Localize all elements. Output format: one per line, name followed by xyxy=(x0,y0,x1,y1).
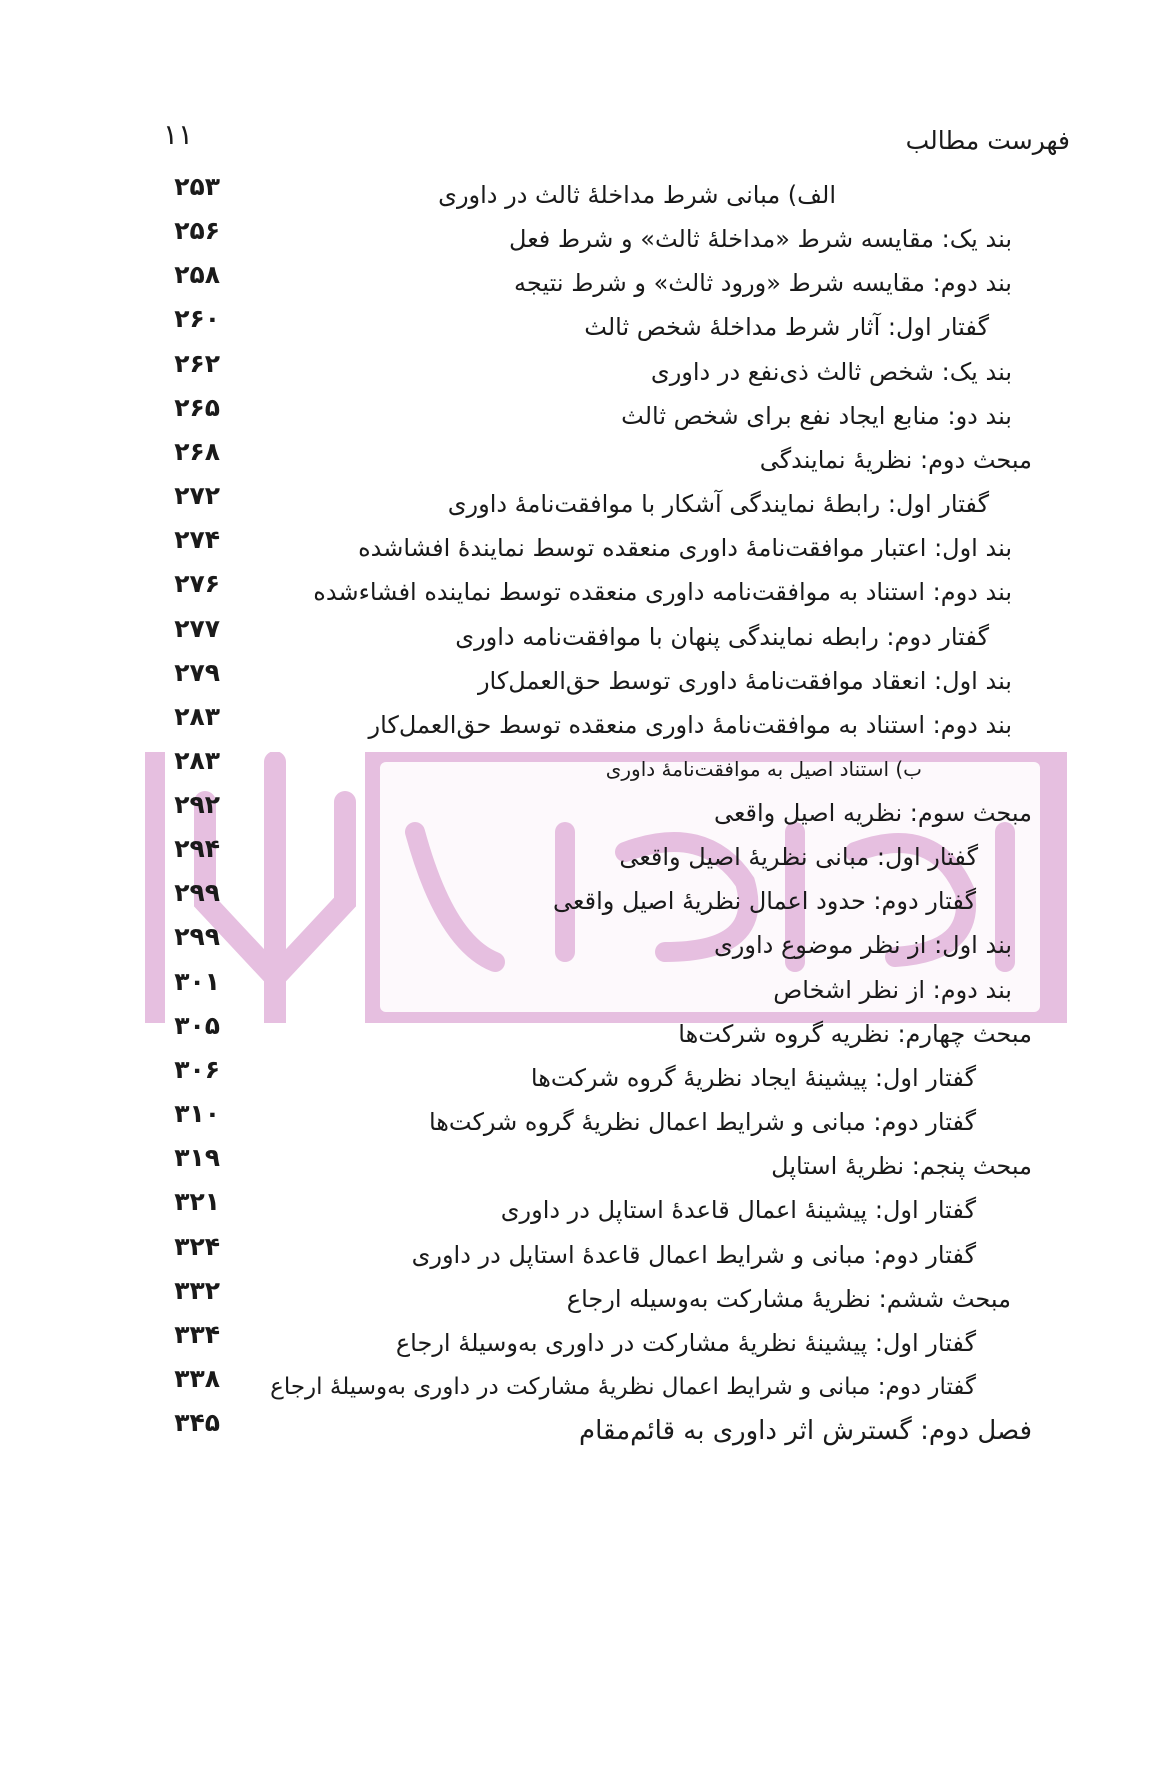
toc-entry-page: ۳۰۱ xyxy=(174,967,220,996)
toc-row[interactable] xyxy=(0,393,1158,436)
toc-row[interactable] xyxy=(0,834,1158,877)
toc-entry-page: ۲۹۲ xyxy=(174,790,220,819)
toc-entry-page: ۳۱۹ xyxy=(174,1143,220,1172)
toc-row[interactable] xyxy=(0,304,1158,347)
toc-entry-title: گفتار اول: پیشینۀ اعمال قاعدۀ استاپل در داوری xyxy=(500,1196,976,1224)
toc-entry-title: گفتار دوم: رابطه نمایندگی پنهان با موافقت‌نامه داوری xyxy=(455,623,989,651)
toc-entry-title: ب) استناد اصیل به موافقت‌نامۀ داوری xyxy=(605,757,922,781)
toc-row[interactable] xyxy=(0,1143,1158,1186)
toc-row[interactable] xyxy=(0,746,1158,789)
toc-row[interactable] xyxy=(0,967,1158,1010)
toc-entry-page: ۲۶۵ xyxy=(174,393,220,422)
toc-row[interactable] xyxy=(0,437,1158,480)
toc-entry-page: ۲۷۹ xyxy=(174,658,220,687)
page-number: ۱۱ xyxy=(163,118,194,151)
toc-row[interactable] xyxy=(0,1276,1158,1319)
toc-entry-title: گفتار دوم: مبانی و شرایط اعمال نظریۀ مشارکت در داوری به‌وسیلۀ ارجاع xyxy=(270,1374,976,1400)
toc-entry-title: گفتار اول: آثار شرط مداخلۀ شخص ثالث xyxy=(584,313,989,341)
toc-entry-title: گفتار اول: پیشینۀ ایجاد نظریۀ گروه شرکت‌ها xyxy=(530,1064,976,1092)
running-head: فهرست مطالب xyxy=(905,126,1070,155)
toc-entry-page: ۳۰۶ xyxy=(174,1055,220,1084)
toc-entry-page: ۲۶۸ xyxy=(174,437,220,466)
toc-row[interactable] xyxy=(0,1055,1158,1098)
toc-entry-title: بند دوم: مقایسه شرط «ورود ثالث» و شرط نتیجه xyxy=(514,269,1012,297)
toc-row[interactable] xyxy=(0,216,1158,259)
toc-row[interactable] xyxy=(0,1408,1158,1451)
toc-row[interactable] xyxy=(0,702,1158,745)
toc-entry-title: بند دوم: استناد به موافقت‌نامه داوری منعقده توسط نماینده افشاءشده xyxy=(313,578,1012,606)
toc-entry-page: ۲۸۳ xyxy=(174,702,220,731)
toc-row[interactable] xyxy=(0,878,1158,921)
toc-row[interactable] xyxy=(0,1232,1158,1275)
toc-entry-title: گفتار دوم: مبانی و شرایط اعمال قاعدۀ استاپل در داوری xyxy=(411,1241,976,1269)
toc-entry-title: گفتار اول: پیشینۀ نظریۀ مشارکت در داوری به‌وسیلۀ ارجاع xyxy=(395,1329,976,1357)
toc-entry-title: مبحث سوم: نظریه اصیل واقعی xyxy=(713,799,1032,827)
toc-entry-page: ۳۳۸ xyxy=(174,1364,220,1393)
toc-entry-title: بند دو: منابع ایجاد نفع برای شخص ثالث xyxy=(621,402,1012,430)
toc-entry-title: مبحث دوم: نظریۀ نمایندگی xyxy=(759,446,1032,474)
toc-entry-title: بند دوم: از نظر اشخاص xyxy=(773,976,1012,1004)
toc-entry-title: بند یک: مقایسه شرط «مداخلۀ ثالث» و شرط فعل xyxy=(509,225,1012,253)
toc-entry-title: مبحث پنجم: نظریۀ استاپل xyxy=(771,1152,1032,1180)
toc-row[interactable] xyxy=(0,1099,1158,1142)
toc-entry-title: بند یک: شخص ثالث ذی‌نفع در داوری xyxy=(650,358,1012,386)
toc-entry-title: بند دوم: استناد به موافقت‌نامۀ داوری منعقده توسط حق‌العمل‌کار xyxy=(368,711,1012,739)
toc-entry-page: ۳۲۱ xyxy=(174,1187,220,1216)
toc-entry-page: ۳۴۵ xyxy=(174,1408,220,1437)
toc-row[interactable] xyxy=(0,172,1158,215)
toc-entry-title: بند اول: از نظر موضوع داوری xyxy=(714,931,1012,959)
toc-entry-page: ۲۵۸ xyxy=(174,260,220,289)
toc-entry-page: ۲۵۶ xyxy=(174,216,220,245)
toc-row[interactable] xyxy=(0,1364,1158,1407)
toc-row[interactable] xyxy=(0,525,1158,568)
toc-entry-page: ۳۳۴ xyxy=(174,1320,220,1349)
toc-entry-title: بند اول: انعقاد موافقت‌نامۀ داوری توسط حق‌العمل‌کار xyxy=(477,667,1012,695)
toc-entry-page: ۲۷۷ xyxy=(174,614,220,643)
toc-row[interactable] xyxy=(0,569,1158,612)
toc-entry-title: الف) مبانی شرط مداخلۀ ثالث در داوری xyxy=(438,181,836,209)
toc-entry-page: ۲۹۹ xyxy=(174,878,220,907)
toc-entry-page: ۲۶۲ xyxy=(174,349,220,378)
toc-row[interactable] xyxy=(0,260,1158,303)
toc-entry-page: ۲۷۴ xyxy=(174,525,220,554)
toc-entry-page: ۲۷۲ xyxy=(174,481,220,510)
toc-row[interactable] xyxy=(0,922,1158,965)
toc-row[interactable] xyxy=(0,481,1158,524)
toc-entry-page: ۲۷۶ xyxy=(174,569,220,598)
toc-row[interactable] xyxy=(0,1320,1158,1363)
toc-row[interactable] xyxy=(0,790,1158,833)
toc-entry-title: بند اول: اعتبار موافقت‌نامۀ داوری منعقده توسط نمایندۀ افشاشده xyxy=(358,534,1012,562)
toc-entry-title: مبحث چهارم: نظریه گروه شرکت‌ها xyxy=(678,1020,1032,1048)
toc-entry-page: ۲۸۳ xyxy=(174,746,220,775)
toc-entry-page: ۲۵۳ xyxy=(174,172,220,201)
toc-row[interactable] xyxy=(0,614,1158,657)
toc-row[interactable] xyxy=(0,658,1158,701)
toc-entry-page: ۲۹۹ xyxy=(174,922,220,951)
toc-entry-title: گفتار دوم: مبانی و شرایط اعمال نظریۀ گروه شرکت‌ها xyxy=(428,1108,976,1136)
toc-row[interactable] xyxy=(0,1187,1158,1230)
toc-row[interactable] xyxy=(0,1011,1158,1054)
toc-entry-page: ۲۹۴ xyxy=(174,834,220,863)
toc-entry-title: مبحث ششم: نظریۀ مشارکت به‌وسیله ارجاع xyxy=(566,1285,1011,1313)
toc-entry-page: ۳۳۲ xyxy=(174,1276,220,1305)
toc-entry-page: ۲۶۰ xyxy=(174,304,220,333)
toc-entry-page: ۳۲۴ xyxy=(174,1232,220,1261)
toc-row[interactable] xyxy=(0,349,1158,392)
toc-entry-page: ۳۰۵ xyxy=(174,1011,220,1040)
toc-entry-title: فصل دوم: گسترش اثر داوری به قائم‌مقام xyxy=(579,1416,1032,1446)
toc-entry-page: ۳۱۰ xyxy=(174,1099,220,1128)
toc-entry-title: گفتار دوم: حدود اعمال نظریۀ اصیل واقعی xyxy=(553,887,976,915)
toc-entry-title: گفتار اول: رابطۀ نمایندگی آشکار با موافقت‌نامۀ داوری xyxy=(447,490,989,518)
toc-entry-title: گفتار اول: مبانی نظریۀ اصیل واقعی xyxy=(619,843,978,871)
